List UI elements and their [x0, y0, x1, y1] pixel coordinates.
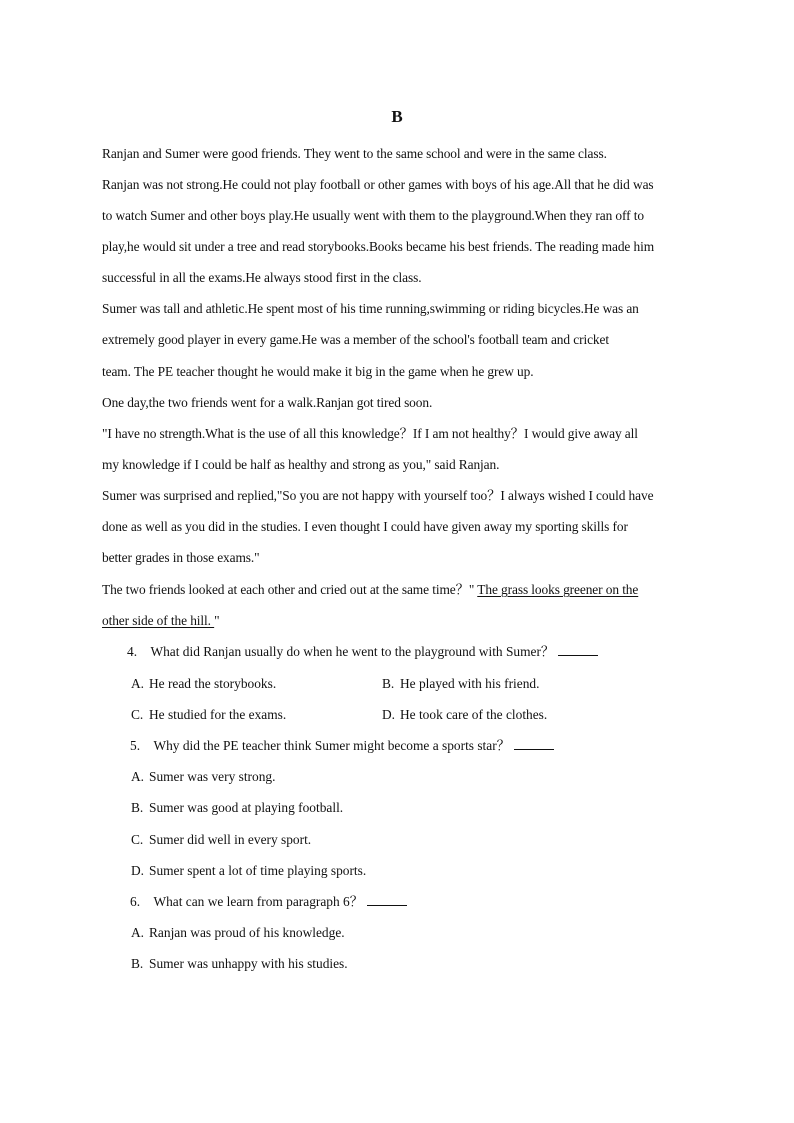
option-text: He took care of the clothes.: [400, 707, 548, 722]
option-text: Sumer spent a lot of time playing sports.: [149, 863, 367, 878]
passage-line: One day,the two friends went for a walk.Ranjan got tired soon.: [102, 395, 433, 410]
option-text: Sumer was very strong.: [149, 769, 276, 784]
question-text: What can we learn from paragraph 6？: [153, 894, 364, 909]
option-5d[interactable]: [131, 862, 366, 880]
option-5b[interactable]: [131, 799, 343, 817]
option-label: A.: [131, 925, 145, 940]
option-label: D.: [131, 863, 145, 878]
underlined-phrase: The grass looks greener on the: [477, 582, 639, 597]
answer-blank[interactable]: [367, 893, 407, 906]
option-label: A.: [131, 769, 145, 784]
passage-line: Ranjan was not strong.He could not play football or other games with boys of his age.All that he did was: [102, 177, 654, 192]
option-label: D.: [382, 707, 396, 722]
question-text: Why did the PE teacher think Sumer might become a sports star？: [153, 738, 511, 753]
question-number: 4.: [127, 644, 138, 659]
passage-line: play,he would sit under a tree and read storybooks.Books became his best friends. The reading made him: [102, 239, 655, 254]
option-label: C.: [131, 707, 144, 722]
question-6: [130, 893, 407, 911]
quote-suffix: ": [214, 613, 220, 628]
option-4c[interactable]: [131, 706, 286, 724]
option-text: Ranjan was proud of his knowledge.: [149, 925, 345, 940]
passage-line: "I have no strength.What is the use of all this knowledge？If I am not healthy？I would give away all: [102, 426, 638, 441]
option-label: B.: [131, 800, 144, 815]
passage-line: done as well as you did in the studies. I even thought I could have given away my sporting skills for: [102, 519, 628, 534]
option-5c[interactable]: [131, 831, 311, 849]
option-label: B.: [131, 956, 144, 971]
option-6a[interactable]: [131, 924, 345, 942]
option-4d[interactable]: [382, 706, 547, 724]
question-number: 6.: [130, 894, 141, 909]
option-label: B.: [382, 676, 395, 691]
option-5a[interactable]: [131, 768, 275, 786]
question-text: What did Ranjan usually do when he went to the playground with Sumer？: [150, 644, 555, 659]
question-4: [127, 643, 598, 661]
passage-line: better grades in those exams.": [102, 550, 260, 565]
option-text: He studied for the exams.: [149, 707, 287, 722]
option-text: Sumer was unhappy with his studies.: [149, 956, 348, 971]
underlined-phrase: other side of the hill.: [102, 613, 215, 628]
option-4a[interactable]: [131, 675, 276, 693]
option-text: Sumer did well in every sport.: [149, 832, 312, 847]
option-text: Sumer was good at playing football.: [149, 800, 344, 815]
passage-line: to watch Sumer and other boys play.He usually went with them to the playground.When they ran off to: [102, 208, 644, 223]
question-number: 5.: [130, 738, 141, 753]
passage-line-quote: [102, 581, 638, 599]
section-title: B: [391, 107, 403, 126]
passage-line: team. The PE teacher thought he would make it big in the game when he grew up.: [102, 364, 534, 379]
passage-line-quote-end: [102, 612, 220, 630]
option-4b[interactable]: [382, 675, 539, 693]
passage-line: extremely good player in every game.He was a member of the school's football team and cricket: [102, 332, 609, 347]
question-5: [130, 737, 554, 755]
option-text: He read the storybooks.: [149, 676, 277, 691]
option-6b[interactable]: [131, 955, 348, 973]
answer-blank[interactable]: [558, 643, 598, 656]
passage-line: Ranjan and Sumer were good friends. They went to the same school and were in the same class.: [102, 146, 607, 161]
passage-line: Sumer was tall and athletic.He spent most of his time running,swimming or riding bicycles.He was an: [102, 301, 639, 316]
passage-line: successful in all the exams.He always stood first in the class.: [102, 270, 422, 285]
option-label: A.: [131, 676, 145, 691]
answer-blank[interactable]: [514, 737, 554, 750]
option-label: C.: [131, 832, 144, 847]
option-text: He played with his friend.: [400, 676, 540, 691]
quote-prefix: The two friends looked at each other and cried out at the same time？": [102, 582, 478, 597]
passage-line: my knowledge if I could be half as healthy and strong as you," said Ranjan.: [102, 457, 500, 472]
passage-line: Sumer was surprised and replied,"So you are not happy with yourself too？I always wished I could have: [102, 488, 654, 503]
